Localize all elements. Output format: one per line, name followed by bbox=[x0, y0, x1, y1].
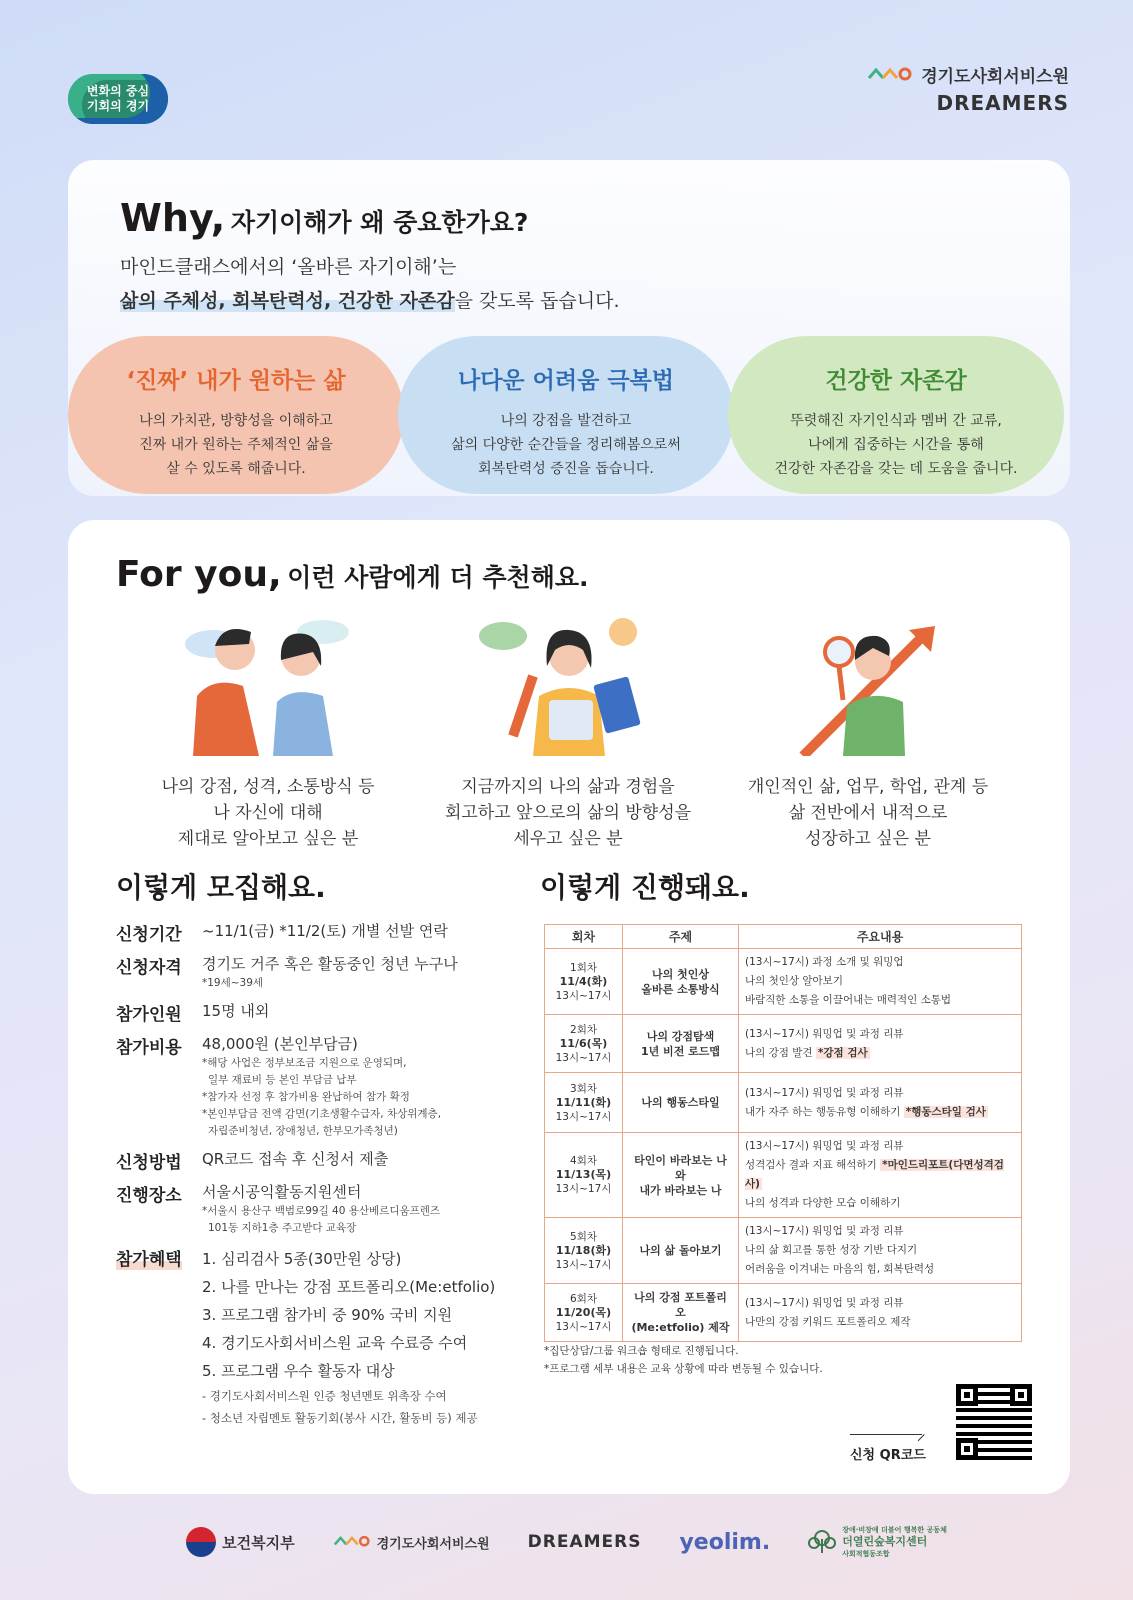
persona-1-line-2: 나 자신에 대해 bbox=[213, 803, 323, 823]
bubble-real-life: ‘진짜’ 내가 원하는 삶 나의 가치관, 방향성을 이해하고 진짜 내가 원하는 주체적인 삶을 살 수 있도록 해줍니다. bbox=[68, 336, 404, 494]
two-people-talking-icon bbox=[173, 616, 363, 756]
recruit-info bbox=[116, 920, 516, 1437]
place-value: 서울시공익활동지원센터 bbox=[202, 1183, 362, 1201]
persona-3-line-3: 성장하고 싶은 분 bbox=[805, 829, 931, 849]
persona-2 bbox=[418, 616, 718, 852]
footer-logos bbox=[0, 1524, 1133, 1560]
place-note: *서울시 용산구 백범로99길 40 용산베르디움프렌즈 bbox=[202, 1205, 441, 1217]
org-footer-logo: 경기도사회서비스원 bbox=[333, 1533, 490, 1552]
benefit-label: 참가혜택 bbox=[116, 1250, 182, 1270]
taegeuk-icon bbox=[186, 1527, 216, 1557]
benefit-item: 1. 심리검사 5종(30만원 상당) bbox=[202, 1250, 402, 1268]
table-row: 4회차 11/13(목) 13시~17시 타인이 바라보는 나와 내가 바라보는 나 (13시~17시) 워밍업 및 과정 리뷰 성격검사 결과 지표 해석하기 *마인드리포트(다면성격검사) 나의 성격과 다양한 모습 이해하기 bbox=[545, 1133, 1022, 1218]
method-value: QR코드 접속 후 신청서 제출 bbox=[202, 1150, 389, 1168]
col-round: 회차 bbox=[545, 925, 623, 949]
table-row: 1회차 11/4(화) 13시~17시 나의 첫인상 올바른 소통방식 (13시~17시) 과정 소개 및 워밍업 나의 첫인상 알아보기 바람직한 소통을 이끌어내는 매력적인 소통법 bbox=[545, 949, 1022, 1015]
place-note: 101동 지하1층 주고받다 교육장 bbox=[208, 1222, 357, 1234]
brand-dreamers: DREAMERS bbox=[936, 91, 1069, 115]
qr-label: 신청 QR코드 bbox=[850, 1448, 926, 1463]
pass-mark-icon bbox=[867, 64, 913, 86]
fee-label: 참가비용 bbox=[116, 1038, 182, 1058]
pass-mark-icon bbox=[333, 1533, 371, 1551]
why-subtitle: 마인드클래스에서의 ‘올바른 자기이해’는 삶의 주체성, 회복탄력성, 건강한 자존감을 갖도록 돕습니다. bbox=[120, 256, 620, 312]
qual-note: *19세~39세 bbox=[202, 977, 264, 989]
period-value: ~11/1(금) *11/2(토) 개별 선발 연락 bbox=[202, 922, 448, 940]
schedule-table bbox=[544, 924, 1022, 1342]
people-label: 참가인원 bbox=[116, 1005, 182, 1025]
center-logo: 장애·비장애 더불어 행복한 공동체 더열린숲복지센터 사회적협동조합 bbox=[808, 1524, 947, 1560]
benefit-item: 3. 프로그램 참가비 중 90% 국비 지원 bbox=[202, 1306, 453, 1324]
persona-2-line-1: 지금까지의 나의 삶과 경험을 bbox=[461, 777, 675, 797]
fee-note: 자립준비청년, 장애청년, 한부모가족청년) bbox=[208, 1125, 398, 1137]
foryou-title: For you, 이런 사람에게 더 추천해요. bbox=[116, 554, 589, 595]
bubble-self-esteem: 건강한 자존감 뚜렷해진 자기인식과 멤버 간 교류, 나에게 집중하는 시간을 통해 건강한 자존감을 갖는 데 도움을 줍니다. bbox=[728, 336, 1064, 494]
qual-label: 신청자격 bbox=[116, 958, 182, 978]
fee-note: *참가자 선정 후 참가비용 완납하여 참가 확정 bbox=[202, 1091, 410, 1103]
org-name: 경기도사회서비스원 bbox=[921, 67, 1069, 87]
qr-code[interactable] bbox=[956, 1384, 1032, 1460]
benefit-sub: - 청소년 자립멘토 활동기회(봉사 시간, 활동비 등) 제공 bbox=[202, 1411, 478, 1425]
fee-note: 일부 재료비 등 본인 부담금 납부 bbox=[208, 1074, 357, 1086]
person-reflecting-icon bbox=[473, 616, 663, 756]
col-topic: 주제 bbox=[623, 925, 739, 949]
benefit-item: 2. 나를 만나는 강점 포트폴리오(Me:etfolio) bbox=[202, 1278, 496, 1296]
why-card bbox=[68, 160, 1070, 496]
persona-2-line-2: 회고하고 앞으로의 삶의 방향성을 bbox=[444, 803, 692, 823]
method-label: 신청방법 bbox=[116, 1153, 182, 1173]
benefit-sub: - 경기도사회서비스원 인증 청년멘토 위촉장 수여 bbox=[202, 1389, 447, 1403]
schedule-title: 이렇게 진행돼요. bbox=[540, 871, 750, 904]
schedule-notes: *집단상담/그룹 워크숍 형태로 진행됩니다. *프로그램 세부 내용은 교육 상황에 따라 변동될 수 있습니다. bbox=[544, 1345, 823, 1375]
benefit-item: 4. 경기도사회서비스원 교육 수료증 수여 bbox=[202, 1334, 468, 1352]
col-content: 주요내용 bbox=[739, 925, 1022, 949]
persona-2-line-3: 세우고 싶은 분 bbox=[513, 829, 623, 849]
persona-1-line-1: 나의 강점, 성격, 소통방식 등 bbox=[161, 777, 375, 797]
gyeonggi-logo bbox=[68, 74, 168, 124]
growth-magnifier-icon bbox=[773, 616, 963, 756]
persona-3-line-1: 개인적인 삶, 업무, 학업, 관계 등 bbox=[747, 777, 989, 797]
arrow-right-icon bbox=[850, 1434, 922, 1435]
fee-value: 48,000원 (본인부담금) bbox=[202, 1035, 358, 1053]
table-header-row bbox=[545, 925, 1022, 949]
persona-3-line-2: 삶 전반에서 내적으로 bbox=[788, 803, 948, 823]
foryou-card bbox=[68, 520, 1070, 1494]
qual-value: 경기도 거주 혹은 활동중인 청년 누구나 bbox=[202, 955, 458, 973]
dreamers-logo: DREAMERS bbox=[527, 1532, 642, 1552]
why-title: Why, 자기이해가 왜 중요한가요? bbox=[120, 196, 529, 240]
people-value: 15명 내외 bbox=[202, 1002, 270, 1020]
period-label: 신청기간 bbox=[116, 925, 182, 945]
fee-note: *본인부담금 전액 감면(기초생활수급자, 차상위계층, bbox=[202, 1108, 442, 1120]
mohw-logo: 보건복지부 bbox=[186, 1527, 294, 1557]
bubble-overcome: 나다운 어려움 극복법 나의 강점을 발견하고 삶의 다양한 순간들을 정리해봄으로써 회복탄력성 증진을 돕습니다. bbox=[398, 336, 734, 494]
tree-icon bbox=[808, 1529, 836, 1555]
persona-1-line-3: 제대로 알아보고 싶은 분 bbox=[177, 829, 359, 849]
fee-note: *해당 사업은 정부보조금 지원으로 운영되며, bbox=[202, 1057, 407, 1069]
yeolim-logo: yeolim. bbox=[679, 1529, 771, 1555]
table-row: 2회차 11/6(목) 13시~17시 나의 강점탐색 1년 비전 로드맵 (13시~17시) 워밍업 및 과정 리뷰 나의 강점 발견 *강점 검사 bbox=[545, 1015, 1022, 1073]
benefit-item: 5. 프로그램 우수 활동자 대상 bbox=[202, 1362, 395, 1380]
recruit-title: 이렇게 모집해요. bbox=[116, 871, 326, 904]
table-row: 6회차 11/20(목) 13시~17시 나의 강점 포트폴리오 (Me:etfolio) 제작 (13시~17시) 워밍업 및 과정 리뷰 나만의 강점 키워드 포트폴리오 제작 bbox=[545, 1284, 1022, 1342]
persona-1 bbox=[118, 616, 418, 852]
org-logo bbox=[867, 62, 1069, 115]
logo-line-2: 기회의 경기 bbox=[86, 99, 150, 113]
table-row: 5회차 11/18(화) 13시~17시 나의 삶 돌아보기 (13시~17시) 워밍업 및 과정 리뷰 나의 삶 회고를 통한 성장 기반 다지기 어려움을 이겨내는 마음의 힘, 회복탄력성 bbox=[545, 1218, 1022, 1284]
place-label: 진행장소 bbox=[116, 1186, 182, 1206]
table-row: 3회차 11/11(화) 13시~17시 나의 행동스타일 (13시~17시) 워밍업 및 과정 리뷰 내가 자주 하는 행동유형 이해하기 *행동스타일 검사 bbox=[545, 1073, 1022, 1133]
persona-3 bbox=[718, 616, 1018, 852]
logo-line-1: 변화의 중심 bbox=[86, 84, 150, 98]
